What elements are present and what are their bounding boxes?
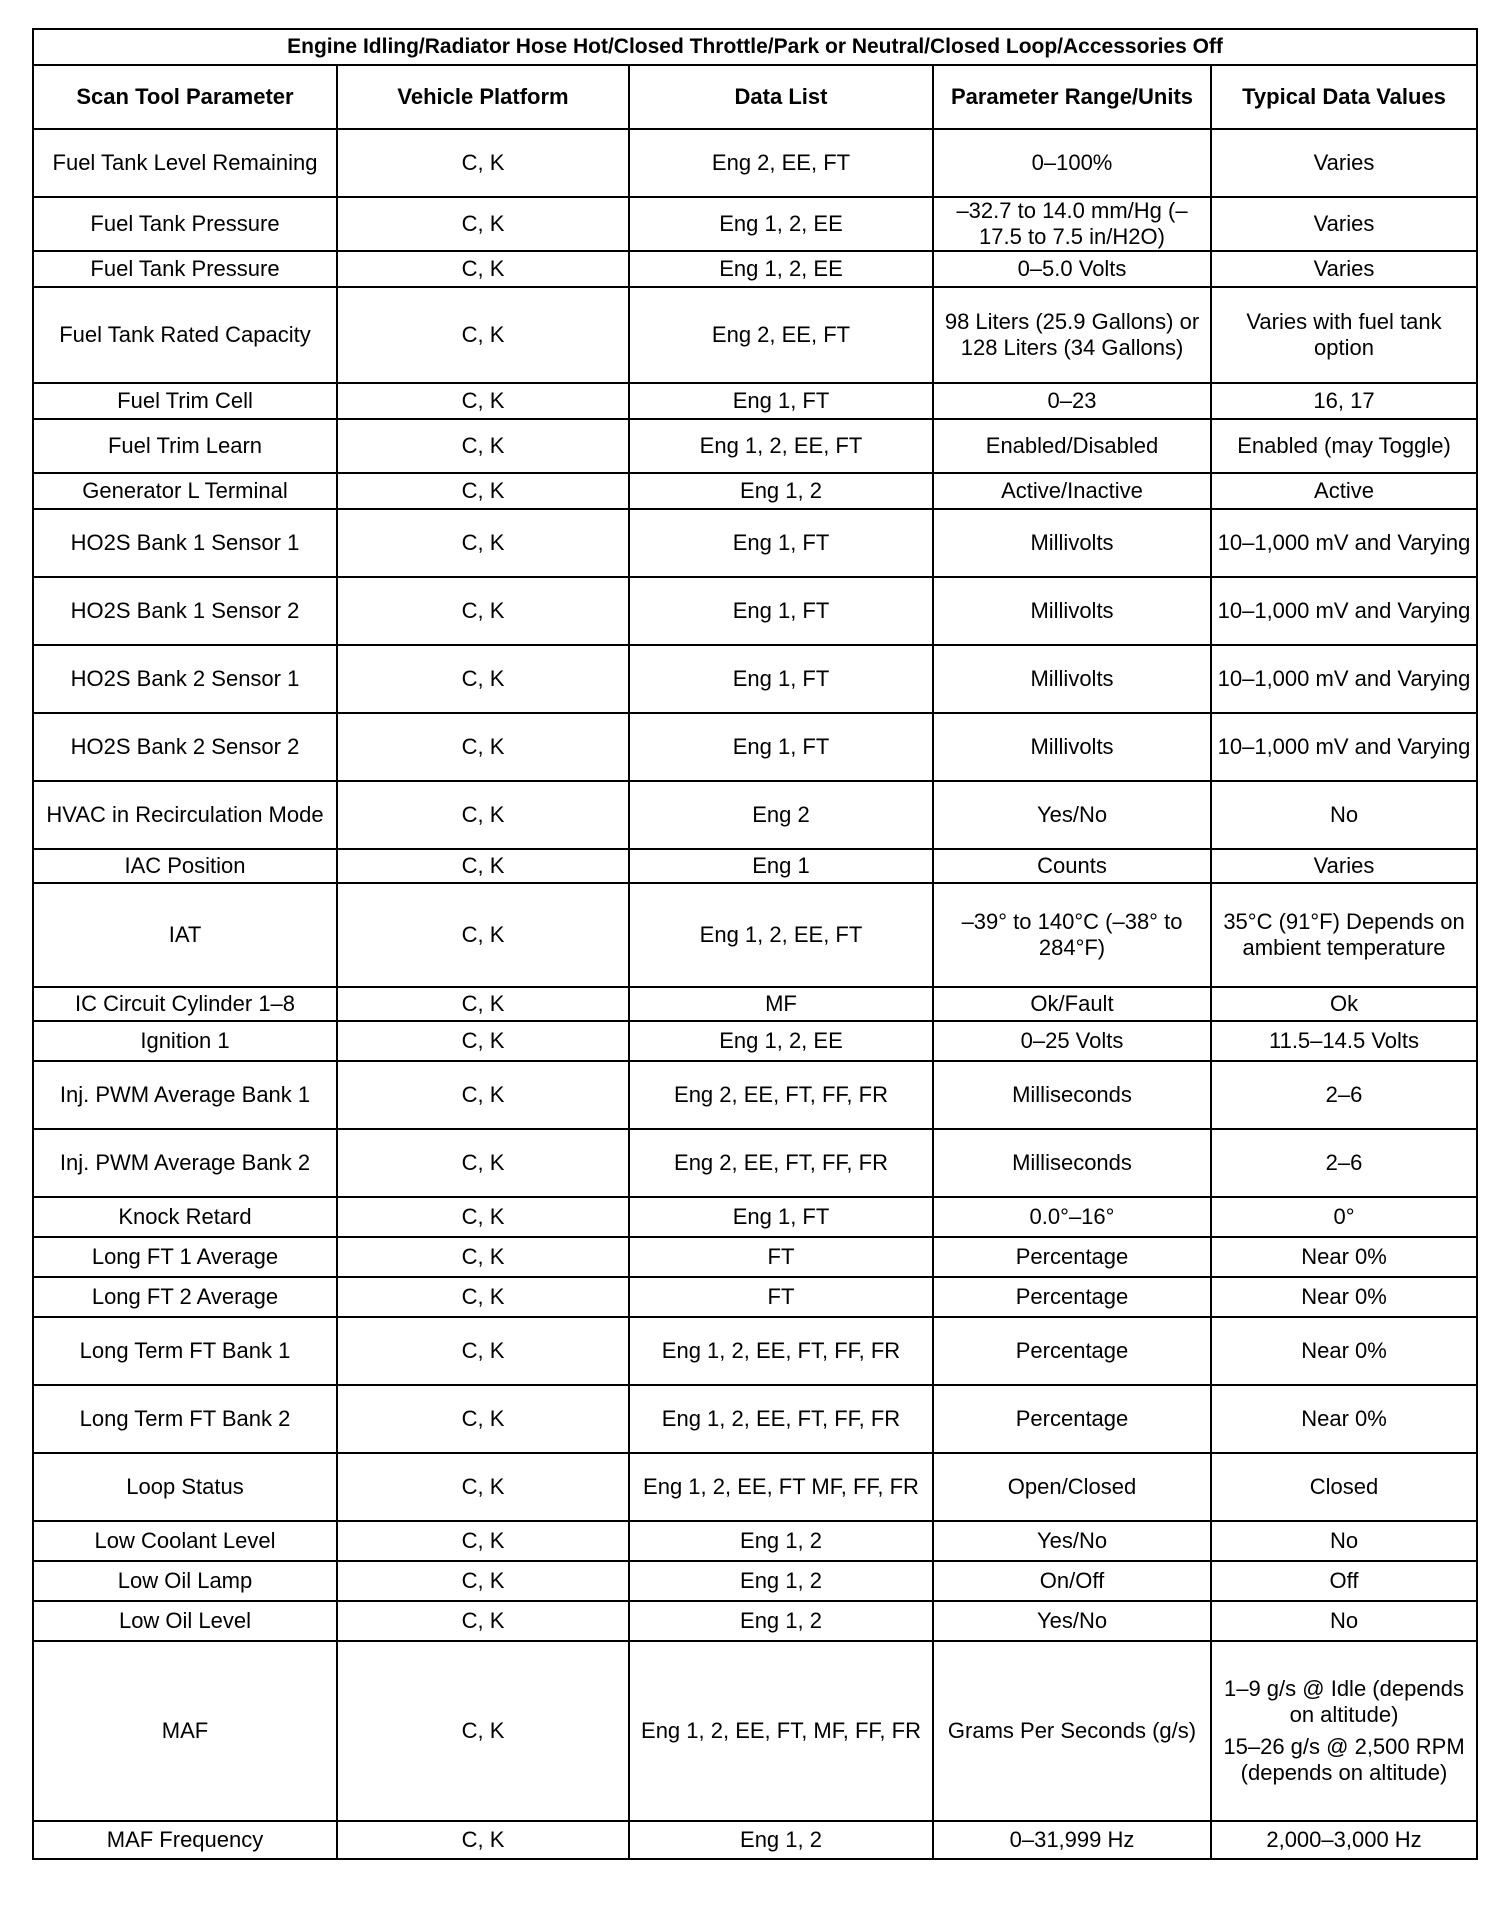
scan-tool-data-table [32,28,1478,1860]
cell-vehicle-platform: C, K [337,251,629,287]
cell-parameter-range: 0–31,999 Hz [933,1821,1211,1859]
cell-parameter-range: Percentage [933,1317,1211,1385]
cell-data-list: Eng 1, FT [629,1197,933,1237]
cell-parameter-range: Percentage [933,1385,1211,1453]
cell-parameter-range: Millivolts [933,713,1211,781]
cell-typical-value: 2–6 [1211,1129,1477,1197]
cell-scan-tool-parameter: HO2S Bank 1 Sensor 2 [33,577,337,645]
cell-scan-tool-parameter: Long Term FT Bank 1 [33,1317,337,1385]
table-row [33,883,1477,987]
cell-parameter-range: Milliseconds [933,1129,1211,1197]
cell-scan-tool-parameter: Generator L Terminal [33,473,337,509]
cell-typical-value: Near 0% [1211,1317,1477,1385]
header-typical-data-values: Typical Data Values [1211,65,1477,129]
table-row [33,987,1477,1021]
cell-scan-tool-parameter: Inj. PWM Average Bank 2 [33,1129,337,1197]
cell-parameter-range: 0–25 Volts [933,1021,1211,1061]
cell-parameter-range: Millivolts [933,577,1211,645]
cell-typical-value: 10–1,000 mV and Varying [1211,713,1477,781]
table-row [33,849,1477,883]
cell-vehicle-platform: C, K [337,509,629,577]
cell-vehicle-platform: C, K [337,473,629,509]
cell-parameter-range: 0–100% [933,129,1211,197]
cell-scan-tool-parameter: IAT [33,883,337,987]
cell-data-list: Eng 1, 2, EE [629,251,933,287]
table-row [33,577,1477,645]
table-row [33,1453,1477,1521]
table-row [33,1385,1477,1453]
cell-parameter-range: Open/Closed [933,1453,1211,1521]
cell-data-list: Eng 2 [629,781,933,849]
cell-vehicle-platform: C, K [337,419,629,473]
cell-typical-value: 10–1,000 mV and Varying [1211,509,1477,577]
table-row [33,473,1477,509]
cell-typical-value [1211,1641,1477,1821]
cell-parameter-range: Ok/Fault [933,987,1211,1021]
cell-scan-tool-parameter: Ignition 1 [33,1021,337,1061]
cell-vehicle-platform: C, K [337,1521,629,1561]
cell-vehicle-platform: C, K [337,1561,629,1601]
table-title: Engine Idling/Radiator Hose Hot/Closed Throttle/Park or Neutral/Closed Loop/Accessories Off [33,29,1477,65]
table-row [33,419,1477,473]
cell-parameter-range: –32.7 to 14.0 mm/Hg (–17.5 to 7.5 in/H2O) [933,197,1211,251]
cell-typical-value: No [1211,1521,1477,1561]
cell-vehicle-platform: C, K [337,645,629,713]
cell-scan-tool-parameter: HO2S Bank 1 Sensor 1 [33,509,337,577]
cell-scan-tool-parameter: Loop Status [33,1453,337,1521]
cell-typical-value: Varies [1211,849,1477,883]
cell-data-list: Eng 2, EE, FT, FF, FR [629,1061,933,1129]
cell-vehicle-platform: C, K [337,197,629,251]
cell-scan-tool-parameter: Fuel Trim Learn [33,419,337,473]
cell-typical-value: Varies with fuel tank option [1211,287,1477,383]
table-row [33,1317,1477,1385]
table-row [33,1641,1477,1821]
cell-parameter-range: Counts [933,849,1211,883]
table-row [33,509,1477,577]
header-parameter-range-units: Parameter Range/Units [933,65,1211,129]
table-row [33,287,1477,383]
cell-typical-value: 2–6 [1211,1061,1477,1129]
cell-parameter-range: –39° to 140°C (–38° to 284°F) [933,883,1211,987]
cell-parameter-range: Percentage [933,1237,1211,1277]
cell-data-list: FT [629,1277,933,1317]
cell-typical-value: Near 0% [1211,1385,1477,1453]
cell-data-list: Eng 1, 2, EE, FT [629,883,933,987]
cell-parameter-range: 0.0°–16° [933,1197,1211,1237]
cell-parameter-range: Yes/No [933,1521,1211,1561]
table-row [33,197,1477,251]
header-data-list: Data List [629,65,933,129]
table-row [33,713,1477,781]
cell-scan-tool-parameter: Inj. PWM Average Bank 1 [33,1061,337,1129]
cell-data-list: Eng 2, EE, FT [629,129,933,197]
cell-typical-value: 16, 17 [1211,383,1477,419]
cell-parameter-range: 0–5.0 Volts [933,251,1211,287]
table-row [33,1061,1477,1129]
cell-typical-value: 10–1,000 mV and Varying [1211,577,1477,645]
table-row [33,1197,1477,1237]
cell-typical-value: Near 0% [1211,1277,1477,1317]
cell-parameter-range: 98 Liters (25.9 Gallons) or 128 Liters (34 Gallons) [933,287,1211,383]
cell-typical-value: 35°C (91°F) Depends on ambient temperature [1211,883,1477,987]
cell-scan-tool-parameter: Long FT 2 Average [33,1277,337,1317]
cell-parameter-range: Active/Inactive [933,473,1211,509]
cell-typical-value: Varies [1211,251,1477,287]
cell-scan-tool-parameter: MAF Frequency [33,1821,337,1859]
cell-scan-tool-parameter: HO2S Bank 2 Sensor 1 [33,645,337,713]
cell-data-list: Eng 1, FT [629,645,933,713]
cell-scan-tool-parameter: Fuel Tank Rated Capacity [33,287,337,383]
cell-typical-value: Near 0% [1211,1237,1477,1277]
cell-vehicle-platform: C, K [337,1601,629,1641]
cell-vehicle-platform: C, K [337,1821,629,1859]
cell-vehicle-platform: C, K [337,713,629,781]
cell-scan-tool-parameter: Long FT 1 Average [33,1237,337,1277]
cell-scan-tool-parameter: Fuel Tank Pressure [33,251,337,287]
cell-vehicle-platform: C, K [337,1277,629,1317]
table-row [33,645,1477,713]
cell-vehicle-platform: C, K [337,1129,629,1197]
cell-data-list: Eng 1, 2 [629,473,933,509]
table-row [33,383,1477,419]
cell-data-list: Eng 2, EE, FT [629,287,933,383]
cell-typical-value: 10–1,000 mV and Varying [1211,645,1477,713]
cell-scan-tool-parameter: Knock Retard [33,1197,337,1237]
table-row [33,1821,1477,1859]
cell-data-list: FT [629,1237,933,1277]
cell-typical-value: Ok [1211,987,1477,1021]
cell-scan-tool-parameter: IC Circuit Cylinder 1–8 [33,987,337,1021]
cell-parameter-range: Millivolts [933,645,1211,713]
table-row [33,781,1477,849]
cell-typical-value: Varies [1211,129,1477,197]
cell-vehicle-platform: C, K [337,1237,629,1277]
cell-vehicle-platform: C, K [337,1317,629,1385]
table-body [33,129,1477,1859]
table-row [33,1237,1477,1277]
table-title-row [33,29,1477,65]
cell-parameter-range: Milliseconds [933,1061,1211,1129]
cell-typical-value: 11.5–14.5 Volts [1211,1021,1477,1061]
cell-scan-tool-parameter: Low Oil Lamp [33,1561,337,1601]
cell-parameter-range: Yes/No [933,781,1211,849]
cell-data-list: Eng 1, 2, EE, FT, FF, FR [629,1317,933,1385]
cell-parameter-range: Enabled/Disabled [933,419,1211,473]
cell-data-list: MF [629,987,933,1021]
cell-vehicle-platform: C, K [337,849,629,883]
cell-scan-tool-parameter: Low Oil Level [33,1601,337,1641]
cell-parameter-range: Percentage [933,1277,1211,1317]
cell-scan-tool-parameter: Long Term FT Bank 2 [33,1385,337,1453]
cell-parameter-range: Yes/No [933,1601,1211,1641]
table-row [33,251,1477,287]
cell-vehicle-platform: C, K [337,1453,629,1521]
cell-vehicle-platform: C, K [337,1385,629,1453]
cell-data-list: Eng 1 [629,849,933,883]
cell-typical-value: 0° [1211,1197,1477,1237]
cell-vehicle-platform: C, K [337,1061,629,1129]
header-scan-tool-parameter: Scan Tool Parameter [33,65,337,129]
cell-typical-value: No [1211,1601,1477,1641]
cell-data-list: Eng 1, 2, EE, FT [629,419,933,473]
cell-vehicle-platform: C, K [337,577,629,645]
cell-data-list: Eng 1, 2 [629,1561,933,1601]
cell-scan-tool-parameter: Fuel Trim Cell [33,383,337,419]
cell-data-list: Eng 1, 2 [629,1521,933,1561]
cell-data-list: Eng 1, 2, EE [629,1021,933,1061]
cell-data-list: Eng 1, FT [629,383,933,419]
cell-data-list: Eng 1, 2, EE [629,197,933,251]
cell-scan-tool-parameter: HO2S Bank 2 Sensor 2 [33,713,337,781]
cell-scan-tool-parameter: IAC Position [33,849,337,883]
cell-vehicle-platform: C, K [337,781,629,849]
table-header-row [33,65,1477,129]
table-row [33,1021,1477,1061]
cell-vehicle-platform: C, K [337,287,629,383]
cell-paragraph: 1–9 g/s @ Idle (depends on altitude) [1223,1676,1465,1727]
table-row [33,1561,1477,1601]
cell-vehicle-platform: C, K [337,883,629,987]
table-row [33,1601,1477,1641]
table-row [33,1277,1477,1317]
cell-vehicle-platform: C, K [337,1021,629,1061]
cell-typical-value: Active [1211,473,1477,509]
cell-vehicle-platform: C, K [337,987,629,1021]
table-row [33,1129,1477,1197]
cell-data-list: Eng 1, FT [629,713,933,781]
cell-vehicle-platform: C, K [337,383,629,419]
cell-scan-tool-parameter: Low Coolant Level [33,1521,337,1561]
cell-parameter-range: Millivolts [933,509,1211,577]
cell-typical-value: 2,000–3,000 Hz [1211,1821,1477,1859]
cell-scan-tool-parameter: HVAC in Recirculation Mode [33,781,337,849]
cell-parameter-range: Grams Per Seconds (g/s) [933,1641,1211,1821]
table-row [33,1521,1477,1561]
cell-data-list: Eng 1, FT [629,577,933,645]
cell-scan-tool-parameter: MAF [33,1641,337,1821]
cell-typical-value: Varies [1211,197,1477,251]
cell-paragraph: 15–26 g/s @ 2,500 RPM (depends on altitude) [1223,1734,1465,1785]
cell-parameter-range: 0–23 [933,383,1211,419]
cell-typical-value: Closed [1211,1453,1477,1521]
cell-data-list: Eng 1, 2, EE, FT MF, FF, FR [629,1453,933,1521]
cell-vehicle-platform: C, K [337,129,629,197]
cell-scan-tool-parameter: Fuel Tank Level Remaining [33,129,337,197]
cell-data-list: Eng 1, 2 [629,1601,933,1641]
cell-typical-value: No [1211,781,1477,849]
cell-data-list: Eng 2, EE, FT, FF, FR [629,1129,933,1197]
cell-typical-value: Off [1211,1561,1477,1601]
cell-vehicle-platform: C, K [337,1197,629,1237]
cell-scan-tool-parameter: Fuel Tank Pressure [33,197,337,251]
header-vehicle-platform: Vehicle Platform [337,65,629,129]
cell-data-list: Eng 1, 2 [629,1821,933,1859]
cell-data-list: Eng 1, 2, EE, FT, FF, FR [629,1385,933,1453]
table-row [33,129,1477,197]
cell-data-list: Eng 1, FT [629,509,933,577]
cell-vehicle-platform: C, K [337,1641,629,1821]
cell-data-list: Eng 1, 2, EE, FT, MF, FF, FR [629,1641,933,1821]
cell-typical-value: Enabled (may Toggle) [1211,419,1477,473]
cell-parameter-range: On/Off [933,1561,1211,1601]
